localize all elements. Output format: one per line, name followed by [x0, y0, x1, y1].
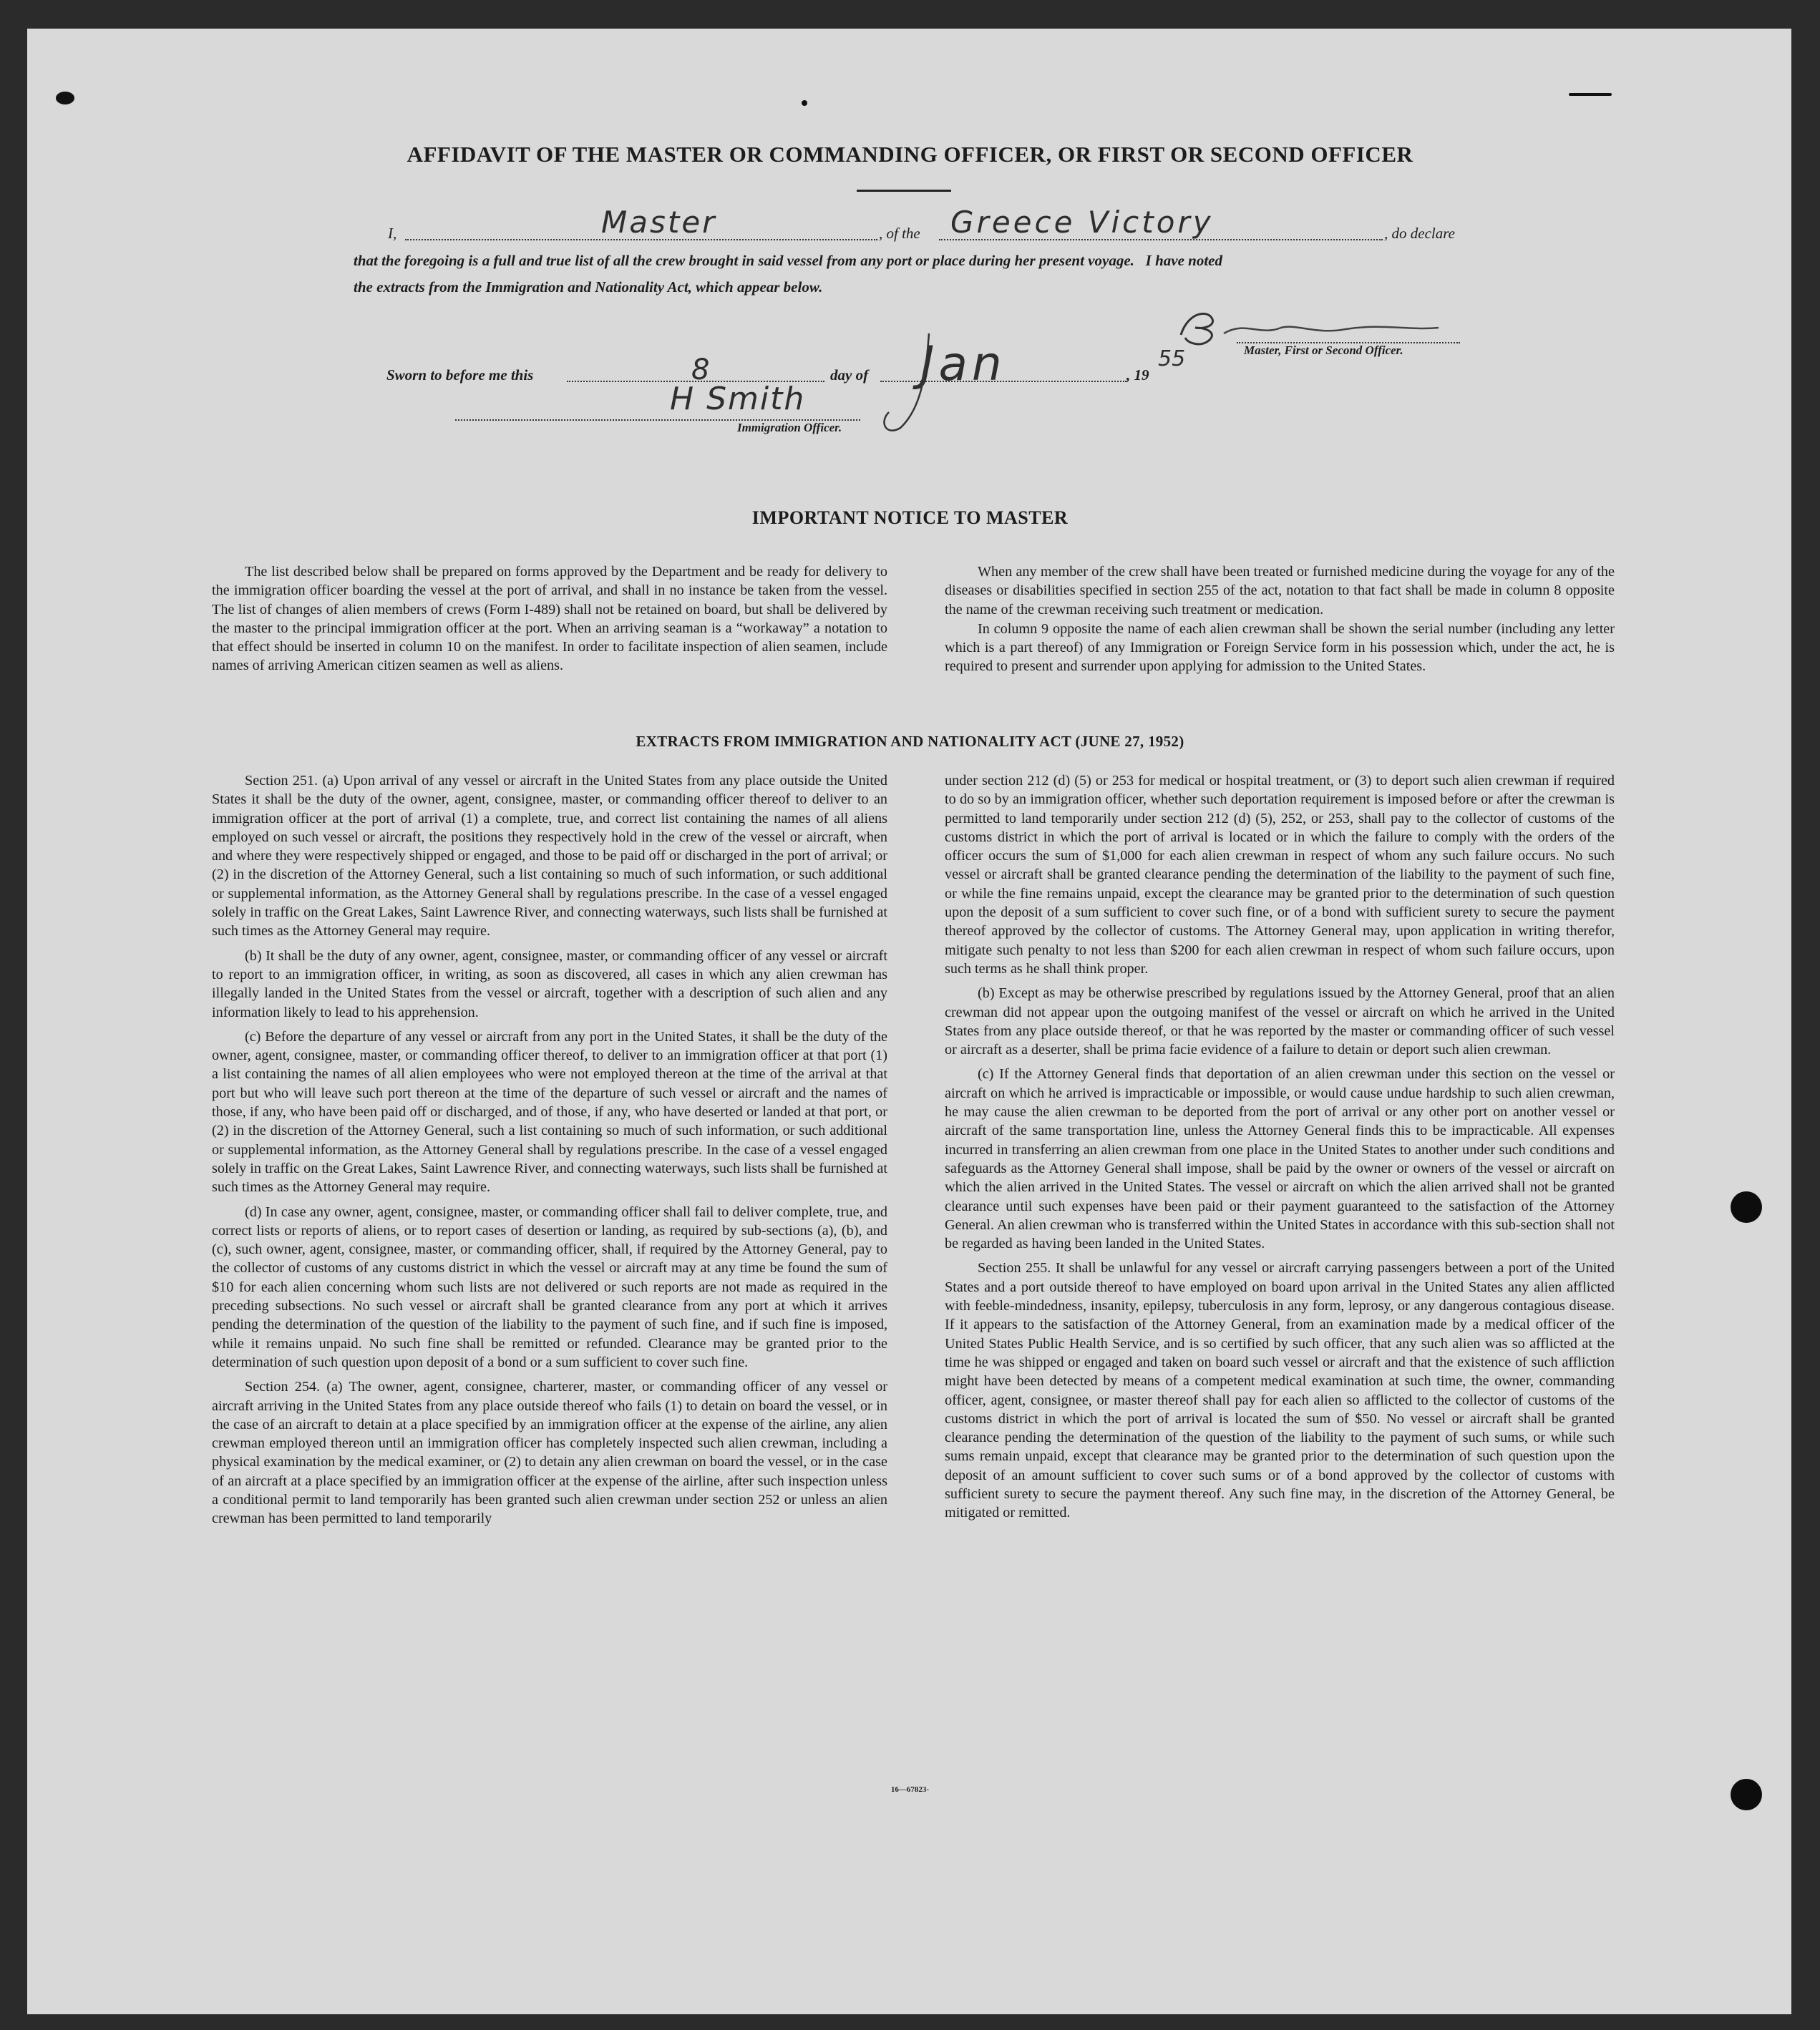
punch-hole — [1731, 1779, 1762, 1810]
extract-paragraph: under section 212 (d) (5) or 253 for medical or hospital treatment, or (3) to deport such alien crewman if required to do so by an immigration officer, whether such deportation requirement is imposed before or after the crewman is permitted to land temporarily under section 212 (d) (5), 252, or 253, shall pay to the collector of customs of the customs district in which the port of arrival is located or in which the failure to comply with the orders of the officer occurs the sum of $1,000 for each alien crewman in respect of whom any such failure occurs. No such vessel or aircraft shall be granted clearance pending the determination of the liability to the payment of such fine, or while the fine remains unpaid, except the clearance may be granted prior to the determination of such question upon the deposit of a sum sufficient to cover such fine, or of a bond with sufficient surety to secure the payment thereof approved by the collector of customs. The Attorney General may, upon application in writing therefor, mitigate such penalty to not less than $200 for each alien crewman in respect of whom such failure occurs, upon such terms as he shall think proper. — [945, 773, 1615, 977]
scan-mark — [1569, 93, 1612, 96]
form-code: 16—67823- — [890, 1785, 930, 1794]
officer-caption: Immigration Officer. — [737, 421, 842, 434]
declare-label: , do declare — [1384, 225, 1455, 242]
notice-left-column — [212, 562, 887, 675]
day-of-label: day of — [830, 366, 869, 384]
extract-paragraph: Section 255. It shall be unlawful for any vessel or aircraft carrying passengers between a port of the United States and a port outside thereof to have employed on board upon arrival in the United States any alien afflicted with feeble-mindedness, insanity, epilepsy, tuberculosis in any form, leprosy, or any dangerous contagious disease. If it appears to the satisfaction of the Attorney General, from an examination made by a medical officer of the United States Public Health Service, and is so certified by such officer, that any such alien was so afflicted at the time he was shipped or engaged and taken on board such vessel or aircraft and that the existence of such affliction might have been detected by means of a competent medical examination at such time, the owner, commanding officer, agent, consignee, or master thereof shall pay for each alien so afflicted to the collector of customs of the customs district in which the port of arrival is located the sum of $50. No vessel or aircraft shall be granted clearance pending the determination of the question of the liability to the payment of such sums, or while such sums remain unpaid, except that clearance may be granted prior to the determination of such question upon the deposit of an amount sufficient to cover such sums or of a bond approved by the collector of customs with sufficient surety to secure the payment thereof. Any such fine may, in the discretion of the Attorney General, be mitigated or remitted. — [945, 1260, 1615, 1521]
extract-paragraph: Section 251. (a) Upon arrival of any vessel or aircraft in the United States from any place outside the United States it shall be the duty of the owner, agent, consignee, master, or commanding officer thereof to deliver to an immigration officer at the port of arrival (1) a complete, true, and correct list containing the names of all aliens employed on such vessel or aircraft, the positions they respectively hold in the crew of the vessel or aircraft, when and where they were respectively shipped or engaged, and those to be paid off or discharged in the port of arrival; or (2) in the discretion of the Attorney General, such a list containing so much of such information, or such additional or supplemental information, as the Attorney General shall by regulations prescribe. In the case of a vessel engaged solely in traffic on the Great Lakes, Saint Lawrence River, and connecting waterways, such lists shall be furnished at such times as the Attorney General may require. — [212, 773, 887, 940]
notice-title: IMPORTANT NOTICE TO MASTER — [751, 507, 1069, 528]
scan-mark — [802, 100, 807, 106]
extract-paragraph: (c) If the Attorney General finds that deportation of an alien crewman under this section on the vessel or aircraft on which he arrived is impracticable or impossible, or would cause undue hardship to such alien crewman, he may cause the alien crewman to be deported from the port of arrival or any other port on another vessel or aircraft of the same transportation line, unless the Attorney General finds this to be impracticable. All expenses incurred in transferring an alien crewman from one place in the United States to another under such conditions and safeguards as the Attorney General shall impose, shall be paid by the owner or owners of the vessel or aircraft on which the alien arrived in the United States. The vessel or aircraft on which the alien arrived shall not be granted clearance until such expenses have been paid or their payment guaranteed to the satisfaction of the Attorney General. An alien crewman who is transferred within the United States in accordance with this sub-section shall not be regarded as having been landed in the United States. — [945, 1066, 1615, 1252]
of-the-label: , of the — [879, 225, 920, 242]
i-label: I, — [388, 225, 397, 242]
extracts-title: EXTRACTS FROM IMMIGRATION AND NATIONALITY ACT (JUNE 27, 1952) — [636, 733, 1184, 750]
punch-hole — [1731, 1191, 1762, 1223]
notice-paragraph: In column 9 opposite the name of each alien crewman shall be shown the serial number (including any letter which is a part thereof) of any Immigration or Foreign Service form in his possession which, under the act, he is required to present and surrender upon applying for admission to the United States. — [945, 620, 1615, 675]
extract-paragraph: (b) Except as may be otherwise prescribed by regulations issued by the Attorney General, proof that an alien crewman did not appear upon the outgoing manifest of the vessel or aircraft on which he arrived in the United States from any place outside thereof, or that he was reported by the master or commanding officer of such vessel or aircraft as a deserter, shall be prima facie evidence of a failure to detain or deport such alien crewman. — [945, 985, 1615, 1058]
year-handwriting: 55 — [1158, 346, 1186, 371]
month-handwriting: Jan — [920, 336, 1006, 391]
scan-mark — [56, 92, 74, 104]
notice-paragraph: The list described below shall be prepared on forms approved by the Department and be ready for delivery to the immigration officer boarding the vessel at the port of arrival, and shall in no instance be taken from the vessel. The list of changes of alien members of crews (Form I-489) shall not be retained on board, but shall be delivered by the master to the principal immigration officer at the port. When an arriving seaman is a “workaway” a notation to that effect should be inserted in column 10 on the manifest. In order to facilitate inspection of alien seamen, include names of arriving American citizen seamen as well as aliens. — [212, 564, 887, 674]
notice-right-column — [945, 562, 1615, 676]
extract-paragraph: Section 254. (a) The owner, agent, consignee, charterer, master, or commanding officer of any vessel or aircraft arriving in the United States from any place outside thereof who fails (1) to detain on board the vessel, or in the case of an aircraft to detain at a place specified by an immigration officer at the expense of the airline, any alien crewman employed thereon until an immigration officer has completely inspected such alien crewman, including a physical examination by the medical examiner, or (2) to detain any alien crewman on board the vessel, or in the case of an aircraft at a place specified by an immigration officer at the expense of the airline, after such inspection unless a conditional permit to land temporarily has been granted such alien crewman under section 252 or unless an alien crewman has been permitted to land temporarily — [212, 1379, 887, 1527]
master-handwriting: Master — [601, 205, 717, 240]
vessel-handwriting: Greece Victory — [950, 205, 1214, 240]
extracts-left-column — [212, 771, 887, 1528]
extract-paragraph: (d) In case any owner, agent, consignee, master, or commanding officer shall fail to deliver complete, true, and correct lists or reports of aliens, or to report cases of desertion or landing, as required by sub-sections (a), (b), and (c), such owner, agent, consignee, master, or commanding officer, shall, if required by the Attorney General, pay to the collector of customs of any customs district in which the vessel or aircraft may at any time be found the sum of $10 for each alien concerning whom such lists are not delivered or such reports are not made as required in the preceding subsections. No such vessel or aircraft shall be granted clearance from any port at which it arrives pending the determination of the question of the liability to the payment of such fine, and if such fine is imposed, while it remains unpaid. No such fine shall be remitted or refunded. Clearance may be granted prior to the determination of such question upon deposit of a bond or a sum sufficient to cover such fine. — [212, 1204, 887, 1370]
extract-paragraph: (b) It shall be the duty of any owner, agent, consignee, master, or commanding officer of any vessel or aircraft to report to an immigration officer, in writing, as soon as discovered, all cases in which any alien crewman has illegally landed in the United States from the vessel or aircraft, together with a description of such alien and any information likely to lead to his apprehension. — [212, 947, 887, 1020]
notice-paragraph: When any member of the crew shall have been treated or furnished medicine during the voyage for any of the diseases or disabilities specified in section 255 of the act, notation to that fact shall be made in column 8 opposite the name of the crewman receiving such treatment or medication. — [945, 564, 1615, 618]
extract-paragraph: (c) Before the departure of any vessel or aircraft from any port in the United States, it shall be the duty of the owner, agent, consignee, master, or commanding officer thereof, to deliver to an immigration officer at that port (1) a list containing the names of all alien employees who were not employed thereon at the time of the arrival at that port but who will leave such port thereon at the time of the departure of such vessel or aircraft and the names of those, if any, who have been paid off or discharged, and of those, if any, who have deserted or landed at that port, or (2) in the discretion of the Attorney General, such a list containing so much of such information, or such additional or supplemental information, as the Attorney General shall by regulations prescribe. In the case of a vessel engaged solely in traffic on the Great Lakes, Saint Lawrence River, and connecting waterways, such lists shall be furnished at such times as the Attorney General may require. — [212, 1028, 887, 1196]
extracts-right-column — [945, 771, 1615, 1523]
year-prefix: , 19 — [1126, 366, 1149, 384]
handwriting-loop — [879, 329, 943, 436]
signature-caption: Master, First or Second Officer. — [1244, 343, 1403, 357]
sworn-label: Sworn to before me this — [386, 366, 534, 384]
declaration-line-2: the extracts from the Immigration and Nationality Act, which appear below. — [354, 278, 823, 296]
officer-signature: H Smith — [670, 381, 806, 417]
title-rule — [857, 190, 951, 192]
affidavit-title: AFFIDAVIT OF THE MASTER OR COMMANDING OFFICER, OR FIRST OR SECOND OFFICER — [407, 142, 1413, 167]
day-handwriting: 8 — [691, 353, 710, 386]
declaration-line-1: that the foregoing is a full and true list of all the crew brought in said vessel from any port or place during her present voyage. I have noted — [354, 252, 1222, 269]
